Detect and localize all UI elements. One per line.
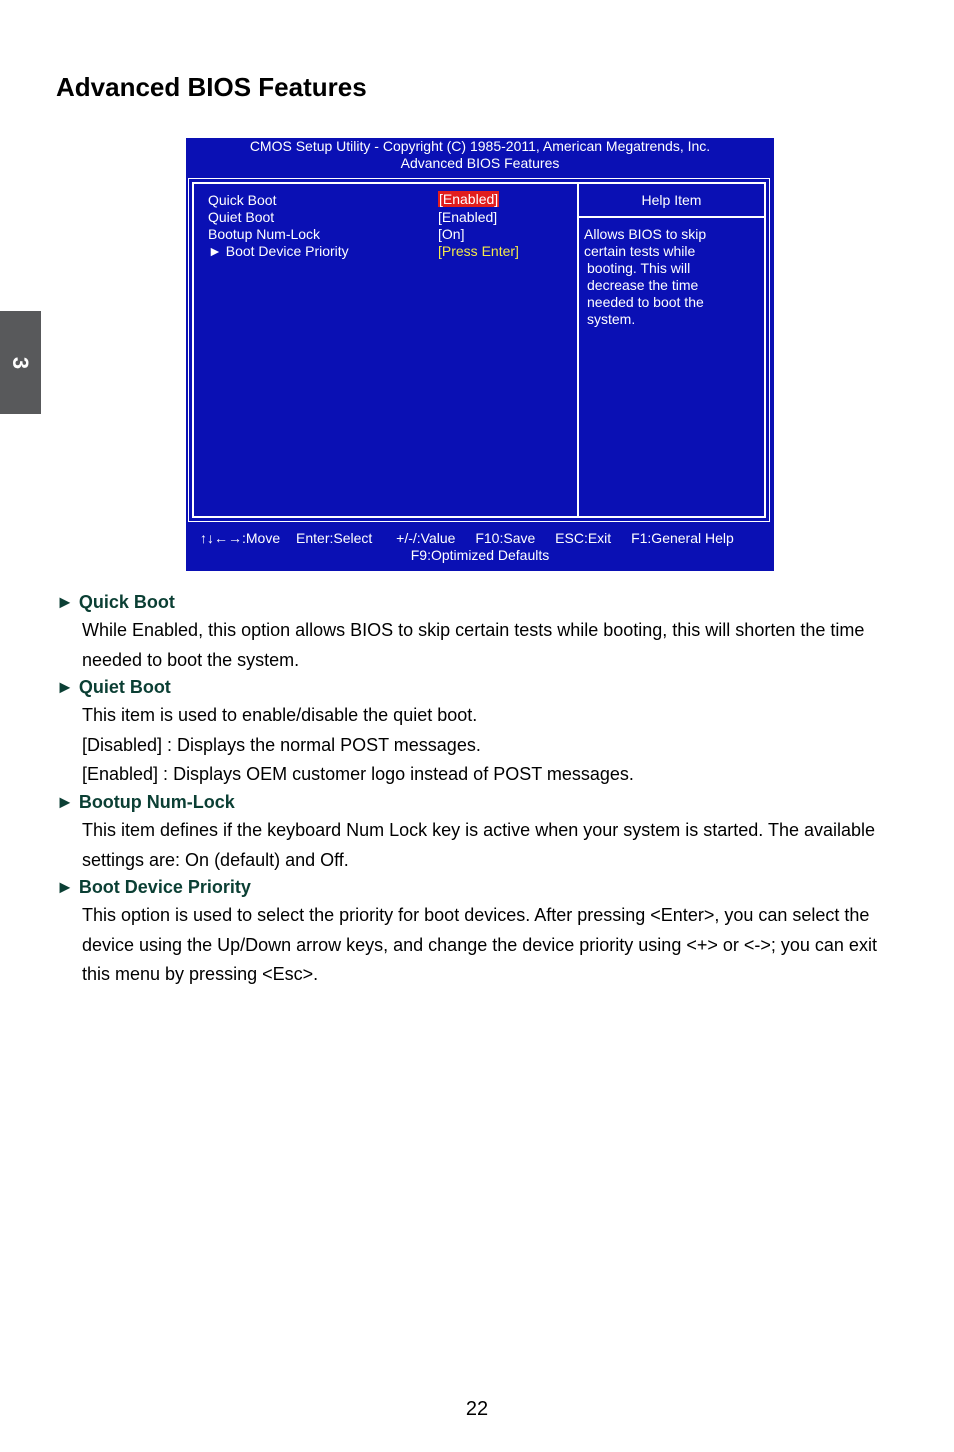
bios-value-quick-boot[interactable] [438,191,499,208]
section-paragraph: While Enabled, this option allows BIOS to skip certain tests while booting, this will shorten the time needed to boot the system. [82,620,865,670]
help-divider [579,216,764,218]
bios-value-quiet-boot[interactable]: [Enabled] [438,209,498,225]
key-save: F10:Save [475,530,536,546]
help-text [584,226,706,328]
bios-frame [188,178,770,522]
selected-value[interactable]: [Enabled] [439,191,499,207]
page-title: Advanced BIOS Features [56,72,367,102]
page-number: 22 [465,1398,489,1420]
help-line: system. [587,311,636,327]
bios-divider [577,184,579,516]
key-help: F1:General Help [631,530,734,546]
section-paragraph: [Enabled] : Displays OEM customer logo instead of POST messages. [82,764,634,784]
help-line: Allows BIOS to skip [584,226,707,242]
help-line: certain tests while [584,243,696,259]
section-paragraph: This item is used to enable/disable the quiet boot. [82,705,478,725]
bios-item-boot-device-priority[interactable]: ► Boot Device Priority [208,243,349,259]
key-defaults: F9:Optimized Defaults [410,547,550,563]
chapter-number: 3 [8,356,34,369]
help-line: decrease the time [587,277,699,293]
section-body-quiet-boot [82,701,902,790]
bios-value-bootup-num-lock[interactable]: [On] [438,226,465,242]
key-legend [200,530,750,547]
help-line: needed to boot the [587,294,704,310]
bios-copyright: CMOS Setup Utility - Copyright (C) 1985-2011, American Megatrends, Inc. [249,138,711,154]
chapter-tab [0,311,41,414]
section-paragraph: This option is used to select the priority for boot devices. After pressing <Enter>, you can select the device using the Up/Down arrow keys, and change the device priority using <+> or <->; you can exit this menu by pressing <Esc>. [82,905,877,984]
key-select: Enter:Select [296,530,373,546]
help-line: booting. This will [587,260,691,276]
section-body-boot-device-priority [82,901,902,990]
section-paragraph: [Disabled] : Displays the normal POST messages. [82,734,481,755]
section-heading-boot-device-priority: ► Boot Device Priority [56,877,251,897]
key-value: +/-/:Value [396,530,456,546]
section-paragraph: This item defines if the keyboard Num Lock key is active when your system is started. The available settings are: On (default) and Off. [82,820,876,870]
help-title: Help Item [641,192,702,208]
bios-frame-inner [192,182,766,518]
bios-screen [186,138,774,571]
section-heading-quiet-boot: ► Quiet Boot [56,677,171,697]
section-body-quick-boot [82,616,902,675]
bios-item-quiet-boot[interactable]: Quiet Boot [208,209,275,225]
key-exit: ESC:Exit [555,530,612,546]
bios-value-boot-device-priority[interactable]: [Press Enter] [438,243,519,259]
section-heading-quick-boot: ► Quick Boot [56,592,175,612]
bios-screen-title: Advanced BIOS Features [400,155,560,171]
bios-item-quick-boot[interactable]: Quick Boot [208,192,277,208]
bios-header [186,138,774,172]
key-move: ↑↓←→:Move [200,530,281,546]
section-body-bootup-num-lock [82,816,902,875]
section-heading-bootup-num-lock: ► Bootup Num-Lock [56,792,235,812]
bios-item-bootup-num-lock[interactable]: Bootup Num-Lock [208,226,321,242]
